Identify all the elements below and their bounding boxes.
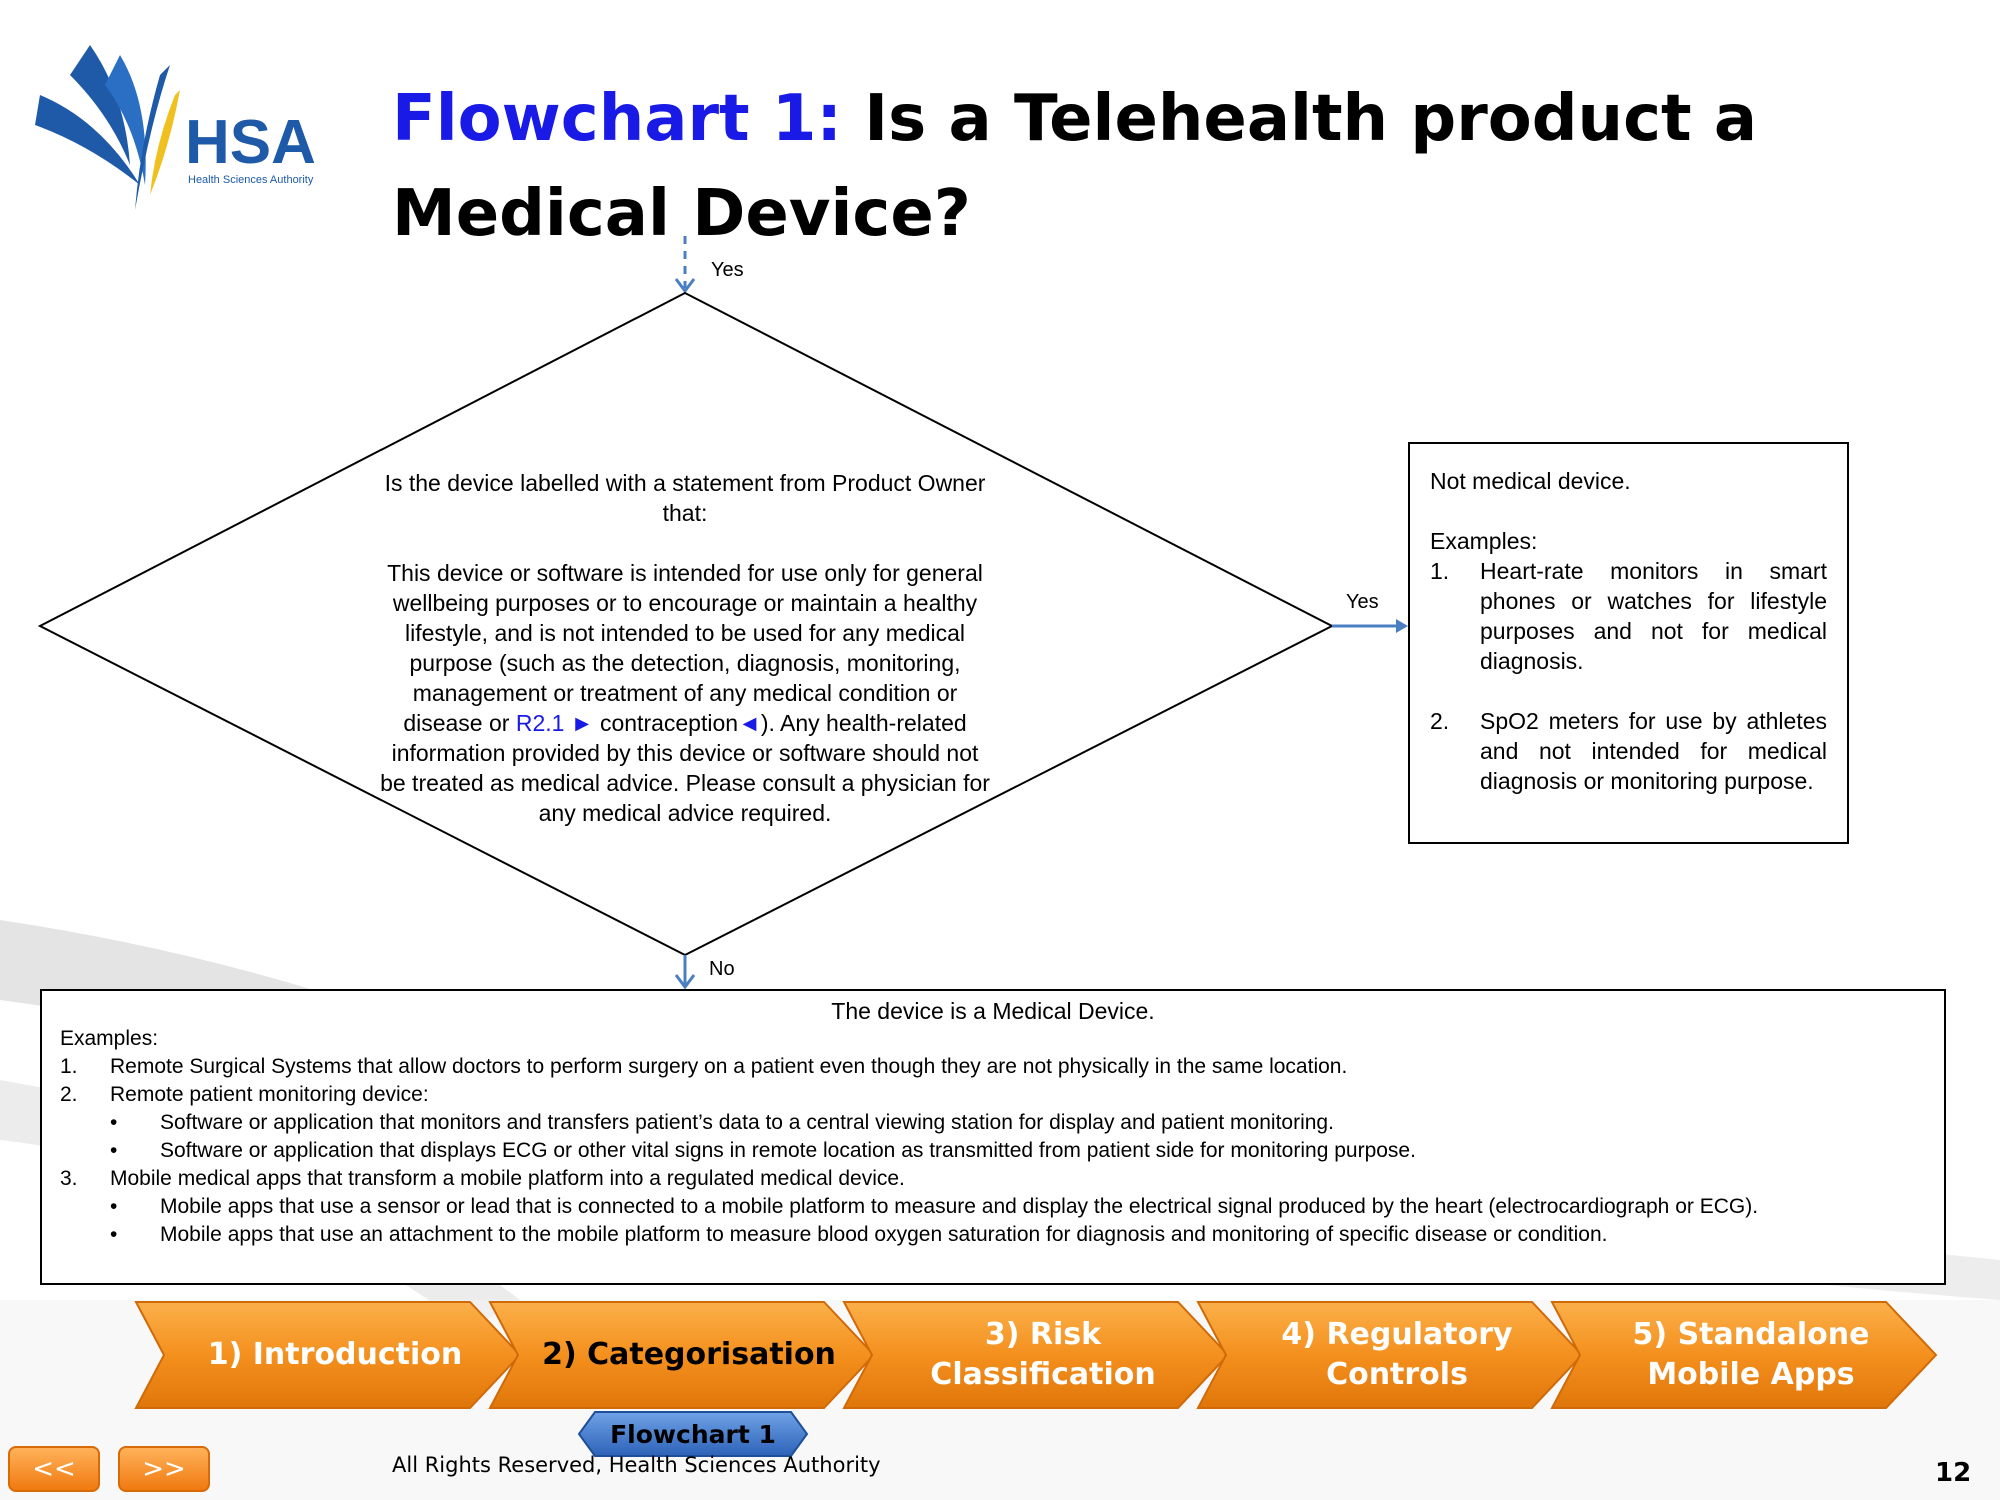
bullet: • [110,1139,118,1162]
md-item-3-num: 3. [60,1167,78,1190]
md-item-3-bullet-1 [60,1193,1926,1221]
tab-4-text-line-2: Controls [1326,1357,1468,1392]
md-heading: The device is a Medical Device. [831,998,1155,1024]
statement-part-3: ). Any health-related information provided by this device or software should not be treated as medical advice. Please consult a physician for any medical advice required. [380,710,990,826]
decision-text [380,468,990,828]
bullet: • [110,1223,118,1246]
r21-link[interactable]: R2.1 ► [515,710,594,736]
md-item-2-bullet-2 [60,1137,1926,1165]
md-item-3-bullet-1-text: Mobile apps that use a sensor or lead that is connected to a mobile platform to measure and display the electrical signal produced by the heart (electrocardiograph or ECG). [160,1195,1759,1218]
yes-arrowhead [1396,619,1408,633]
nmd-example-1-text: Heart-rate monitors in smart phones or watches for lifestyle purposes and not for medical diagnosis. [1480,558,1827,674]
title-rest: Is a Telehealth product a Medical Device? [392,82,1758,251]
md-item-1 [60,1053,1926,1081]
md-item-2-bullet-1 [60,1109,1926,1137]
tab-2-text: 2) Categorisation [542,1337,836,1372]
bullet: • [110,1195,118,1218]
md-item-1-text: Remote Surgical Systems that allow doctors to perform surgery on a patient even though they are not physically in the same location. [110,1055,1348,1078]
nmd-example-2-num: 2. [1430,708,1450,734]
md-item-2 [60,1081,1926,1109]
nmd-examples-label: Examples: [1430,528,1538,554]
tab-regulatory-controls-label[interactable] [1232,1305,1562,1405]
flowchart-1-subtab-label[interactable]: Flowchart 1 [610,1419,776,1449]
md-item-2-text: Remote patient monitoring device: [110,1083,429,1106]
nmd-example-1-num: 1. [1430,558,1450,584]
decision-statement [380,558,990,828]
md-item-3-text: Mobile medical apps that transform a mobile platform into a regulated medical device. [110,1167,905,1190]
previous-button[interactable]: << [8,1446,100,1492]
back-link[interactable]: ◄ [738,710,761,736]
md-item-3-bullet-2 [60,1221,1926,1249]
md-item-1-num: 1. [60,1055,78,1078]
logo-abbr: HSA [185,108,316,177]
tab-3-text-line-1: 3) Risk [984,1317,1102,1352]
title-lead: Flowchart 1: [392,82,842,156]
nmd-example-2 [1430,706,1827,796]
tab-3-text-line-2: Classification [930,1357,1156,1392]
tab-introduction-label[interactable] [170,1305,500,1405]
md-item-2-bullet-1-text: Software or application that monitors and transfers patient’s data to a central viewing station for display and patient monitoring. [160,1111,1334,1134]
next-button[interactable]: >> [118,1446,210,1492]
md-item-3-bullet-2-text: Mobile apps that use an attachment to the mobile platform to measure blood oxygen saturation for diagnosis and monitoring of specific disease or condition. [160,1223,1608,1246]
nmd-example-2-text: SpO2 meters for use by athletes and not intended for medical diagnosis or monitoring purpose. [1480,708,1827,794]
tab-1-text: 1) Introduction [207,1337,463,1372]
not-medical-device-box [1408,442,1849,844]
right-yes-label: Yes [1346,591,1379,613]
page-number: 12 [1935,1458,1972,1488]
md-item-2-bullet-2-text: Software or application that displays ECG or other vital signs in remote location as transmitted from patient side for monitoring purpose. [160,1139,1416,1162]
tab-5-text-line-2: Mobile Apps [1647,1357,1855,1392]
md-item-3 [60,1165,1926,1193]
decision-intro: Is the device labelled with a statement from Product Owner that: [384,470,986,526]
entry-yes-label: Yes [711,259,744,281]
tab-4-text-line-1: 4) Regulatory [1281,1317,1513,1352]
nmd-example-1 [1430,556,1827,676]
footer-copyright: All Rights Reserved, Health Sciences Authority [392,1453,881,1477]
bullet: • [110,1111,118,1134]
bottom-no-label: No [709,958,735,980]
logo-subtitle: Health Sciences Authority [188,174,314,186]
md-item-2-num: 2. [60,1083,78,1106]
tab-5-text-line-1: 5) Standalone [1632,1317,1870,1352]
tab-risk-classification-label[interactable] [878,1305,1208,1405]
tab-standalone-mobile-apps-label[interactable] [1586,1305,1916,1405]
nmd-heading: Not medical device. [1430,468,1631,494]
md-examples-label: Examples: [60,1027,159,1050]
statement-part-2: contraception [593,710,739,736]
medical-device-box [40,989,1946,1285]
statement-part-1: This device or software is intended for use only for general wellbeing purposes or to encourage or maintain a healthy lifestyle, and is not intended to be used for any medical purpose (such as the detection, diagnosis, monitoring, management or treatment of any medical condition or disease or [387,560,983,736]
tab-categorisation-label[interactable] [524,1305,854,1405]
